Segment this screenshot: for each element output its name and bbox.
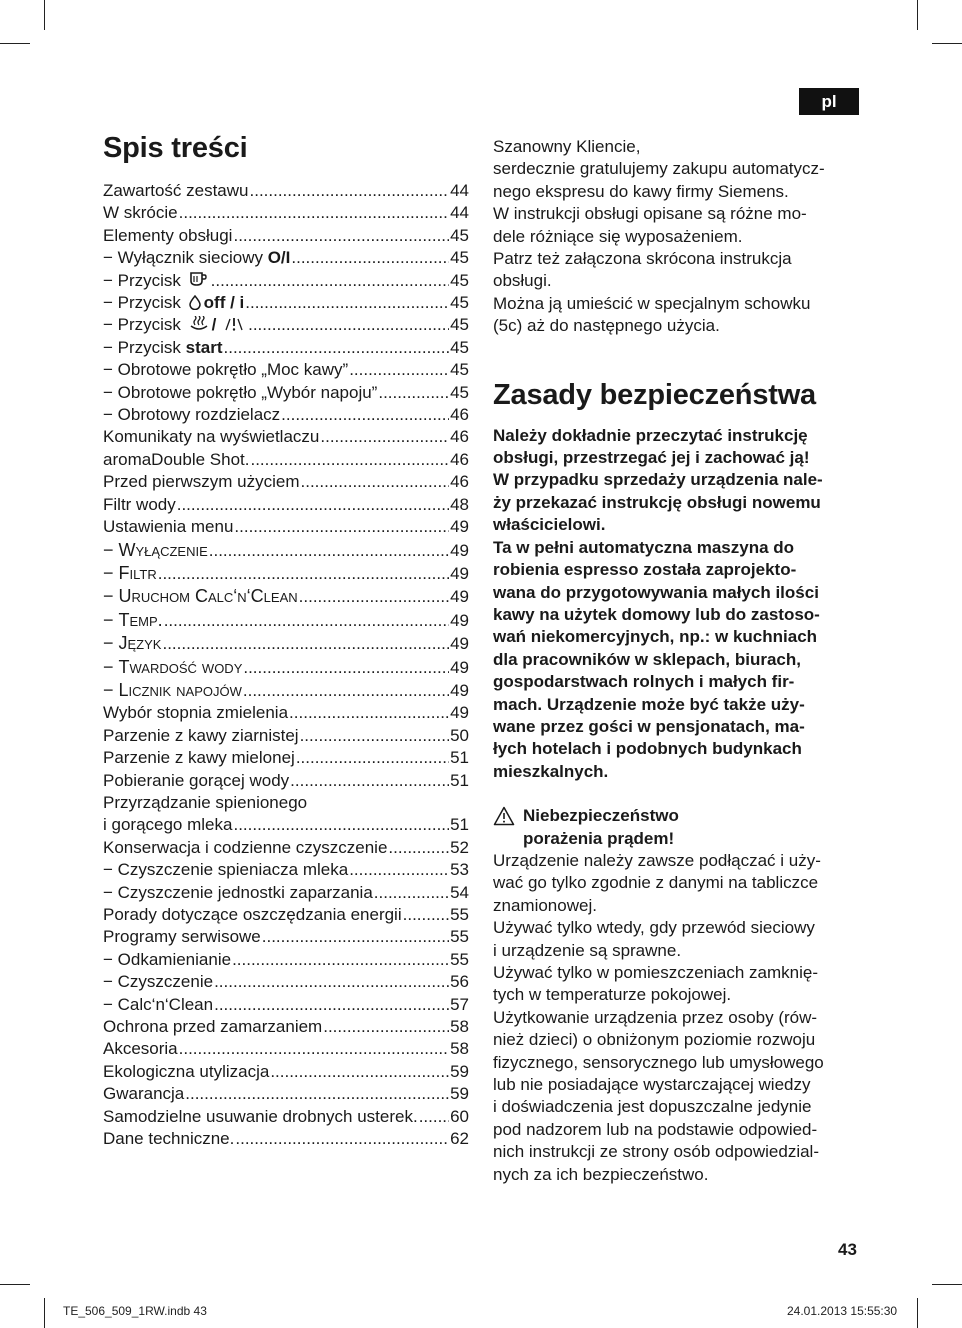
safety-line: Ta w pełni automatyczna maszyna do (493, 537, 795, 557)
toc-entry[interactable]: Pobieranie gorącej wody ..... 51 (103, 770, 469, 792)
toc-entry[interactable]: − Przycisk / ..... 45 (103, 314, 469, 336)
intro-line: Patrz też załączona skrócona instrukcja (493, 249, 792, 269)
safety-line: dla pracowników w sklepach, biurach, (493, 649, 801, 669)
safety-line: wań niekomercyjnych, np.: w kuchniach (493, 627, 818, 647)
toc-entry[interactable]: − Twardość wody ..... 49 (103, 656, 469, 679)
crop-mark (44, 0, 45, 30)
warning-line: i doświadczenia jest dopuszczalne jedynie (493, 1097, 812, 1117)
toc-entry[interactable]: − Czyszczenie ..... 56 (103, 971, 469, 993)
toc-entry[interactable]: W skrócie ..... 44 (103, 202, 469, 224)
crop-mark (932, 1284, 962, 1285)
intro-line: serdecznie gratulujemy zakupu automatycz- (493, 159, 825, 179)
safety-line: właścicielowi. (493, 515, 606, 535)
safety-line: Należy dokładnie przeczytać instrukcję (493, 425, 808, 445)
warning-title: Niebezpieczeństwo (523, 806, 679, 826)
warning-line: Używać tylko w pomieszczeniach zamknię- (493, 963, 818, 982)
toc-entry[interactable]: − Odkamienianie ..... 55 (103, 949, 469, 971)
safety-line: mach. Urządzenie może być także uży- (493, 694, 805, 714)
toc-entry[interactable]: Akcesoria ..... 58 (103, 1038, 469, 1060)
crop-mark (917, 1298, 918, 1328)
toc-entry[interactable]: − Obrotowy rozdzielacz ..... 46 (103, 404, 469, 426)
water-drop-icon (188, 294, 202, 310)
safety-line: robienia espresso została zaprojekto- (493, 560, 797, 580)
toc-entry[interactable]: − Czyszczenie spieniacza mleka ..... 53 (103, 859, 469, 881)
toc-entry[interactable]: Zawartość zestawu ..... 44 (103, 180, 469, 202)
safety-line: mieszkalnych. (493, 761, 609, 781)
intro-line: Można ją umieścić w specjalnym schowku (493, 293, 811, 313)
toc-entry[interactable]: Komunikaty na wyświetlaczu ..... 46 (103, 426, 469, 448)
warning-line: i urządzenie są sprawne. (493, 940, 682, 960)
warning-line: Użytkowanie urządzenia przez osoby (rów- (493, 1007, 818, 1027)
warning-line: Urządzenie należy zawsze podłączać i uży- (493, 850, 821, 870)
crop-mark (0, 1284, 30, 1285)
intro-line: W instrukcji obsługi opisane są różne mo- (493, 204, 807, 224)
crop-mark (917, 0, 918, 30)
toc-entry[interactable]: Ustawienia menu ..... 49 (103, 516, 469, 538)
print-slug-file: TE_506_509_1RW.indb 43 (63, 1304, 207, 1318)
toc-entry[interactable]: − Przycisk off / i ..... 45 (103, 292, 469, 314)
warning-line: tych w temperaturze pokojowej. (493, 985, 732, 1005)
warning-line: nych za ich bezpieczeństwo. (493, 1164, 709, 1184)
toc-entry[interactable]: Przed pierwszym użyciem ..... 46 (103, 471, 469, 493)
safety-bold-text (493, 425, 865, 784)
toc-entry[interactable]: − Przycisk ..... 45 (103, 270, 469, 292)
language-badge: pl (799, 88, 859, 115)
intro-line: Szanowny Kliencie, (493, 137, 641, 156)
toc-entry[interactable]: aromaDouble Shot. ..... 46 (103, 449, 469, 471)
print-slug-date: 24.01.2013 15:55:30 (787, 1304, 898, 1318)
safety-line: obsługi, przestrzegać jej i zachować ją! (493, 448, 810, 468)
toc-entry[interactable]: Dane techniczne. ..... 62 (103, 1128, 469, 1150)
toc-entry[interactable]: Samodzielne usuwanie drobnych usterek. ..... 60 (103, 1106, 469, 1128)
toc-entry[interactable]: Porady dotyczące oszczędzania energii ..... 55 (103, 904, 469, 926)
toc-entry[interactable]: Filtr wody ..... 48 (103, 494, 469, 516)
page-number: 43 (838, 1240, 857, 1259)
toc-entry[interactable]: − Temp. ..... 49 (103, 609, 469, 632)
table-of-contents (103, 128, 469, 1150)
toc-entry[interactable]: Konserwacja i codzienne czyszczenie ..... 52 (103, 837, 469, 859)
warning-triangle-icon (493, 806, 515, 826)
warning-line: znamionowej. (493, 895, 597, 915)
warning-line: nich instrukcji ze strony osób odpowiedzial- (493, 1142, 819, 1162)
toc-entry[interactable]: Przyrządzanie spienionego i gorącego mleka ..... 51 (103, 792, 469, 837)
alert-symbol-icon (223, 316, 245, 332)
crop-mark (932, 43, 962, 44)
toc-entry[interactable]: − Obrotowe pokrętło „Moc kawy” ..... 45 (103, 359, 469, 381)
toc-entry[interactable]: Elementy obsługi ..... 45 (103, 225, 469, 247)
safety-line: W przypadku sprzedaży urządzenia nale- (493, 470, 823, 490)
toc-entry[interactable]: − Przycisk start ..... 45 (103, 337, 469, 359)
toc-list (103, 180, 469, 1150)
toc-entry[interactable]: Wybór stopnia zmielenia ..... 49 (103, 702, 469, 724)
toc-entry[interactable]: Gwarancja ..... 59 (103, 1083, 469, 1105)
cup-button-icon (188, 270, 208, 288)
right-column (493, 136, 865, 1186)
crop-mark (44, 1298, 45, 1328)
warning-line: Używać tylko wtedy, gdy przewód sieciowy (493, 918, 815, 938)
safety-line: wana do przygotowywania małych ilości (493, 582, 819, 602)
steam-icon (188, 316, 210, 332)
warning-line: nież dzieci) o obniżonym poziomie rozwoju (493, 1030, 816, 1050)
safety-line: ży przekazać instrukcję obsługi nowemu (493, 492, 821, 512)
intro-text (493, 136, 865, 338)
toc-entry[interactable]: − Język ..... 49 (103, 632, 469, 655)
intro-line: obsługi. (493, 271, 552, 291)
toc-entry[interactable]: − Licznik napojów ..... 49 (103, 679, 469, 702)
toc-title: Spis treści (103, 132, 248, 164)
warning-line: fizycznego, sensorycznego lub umysłowego (493, 1052, 824, 1072)
intro-line: dele różniące się wyposażeniem. (493, 226, 743, 246)
warning-subtitle: porażenia prądem! (523, 828, 675, 848)
toc-entry[interactable]: Ekologiczna utylizacja ..... 59 (103, 1061, 469, 1083)
electric-shock-warning-heading (493, 805, 865, 850)
toc-entry[interactable]: Programy serwisowe ..... 55 (103, 926, 469, 948)
toc-entry[interactable]: − Obrotowe pokrętło „Wybór napoju” ..... 45 (103, 382, 469, 404)
safety-line: gospodarstwach rolnych i małych fir- (493, 672, 795, 692)
safety-title: Zasady bezpieczeństwa (493, 378, 816, 411)
safety-line: łych hotelach i podobnych budynkach (493, 739, 802, 759)
toc-entry[interactable]: Ochrona przed zamarzaniem ..... 58 (103, 1016, 469, 1038)
toc-entry[interactable]: − Wyłączenie ..... 49 (103, 539, 469, 562)
toc-entry[interactable]: − Czyszczenie jednostki zaparzania ..... 54 (103, 882, 469, 904)
toc-entry[interactable]: Parzenie z kawy ziarnistej ..... 50 (103, 725, 469, 747)
toc-entry[interactable]: − Filtr ..... 49 (103, 562, 469, 585)
safety-line: wane przez gości w pensjonatach, ma- (493, 716, 805, 736)
warning-line: pod nadzorem lub na podstawie odpowied- (493, 1119, 818, 1139)
toc-entry[interactable]: − Uruchom Calc‘n‘Clean ..... 49 (103, 585, 469, 608)
warning-text (493, 850, 865, 1186)
intro-line: (5c) aż do następnego użycia. (493, 316, 720, 336)
safety-line: kawy na użytek domowy lub do zastoso- (493, 604, 820, 624)
warning-line: lub nie posiadające wystarczającej wiedzy (493, 1075, 811, 1095)
crop-mark (0, 43, 30, 44)
toc-entry[interactable]: − Wyłącznik sieciowy O/I ..... 45 (103, 247, 469, 269)
intro-line: nego ekspresu do kawy firmy Siemens. (493, 181, 789, 201)
warning-line: wać go tylko zgodnie z danymi na tabliczce (493, 873, 819, 893)
toc-entry[interactable]: Parzenie z kawy mielonej ..... 51 (103, 747, 469, 769)
toc-entry[interactable]: − Calc‘n‘Clean ..... 57 (103, 994, 469, 1016)
